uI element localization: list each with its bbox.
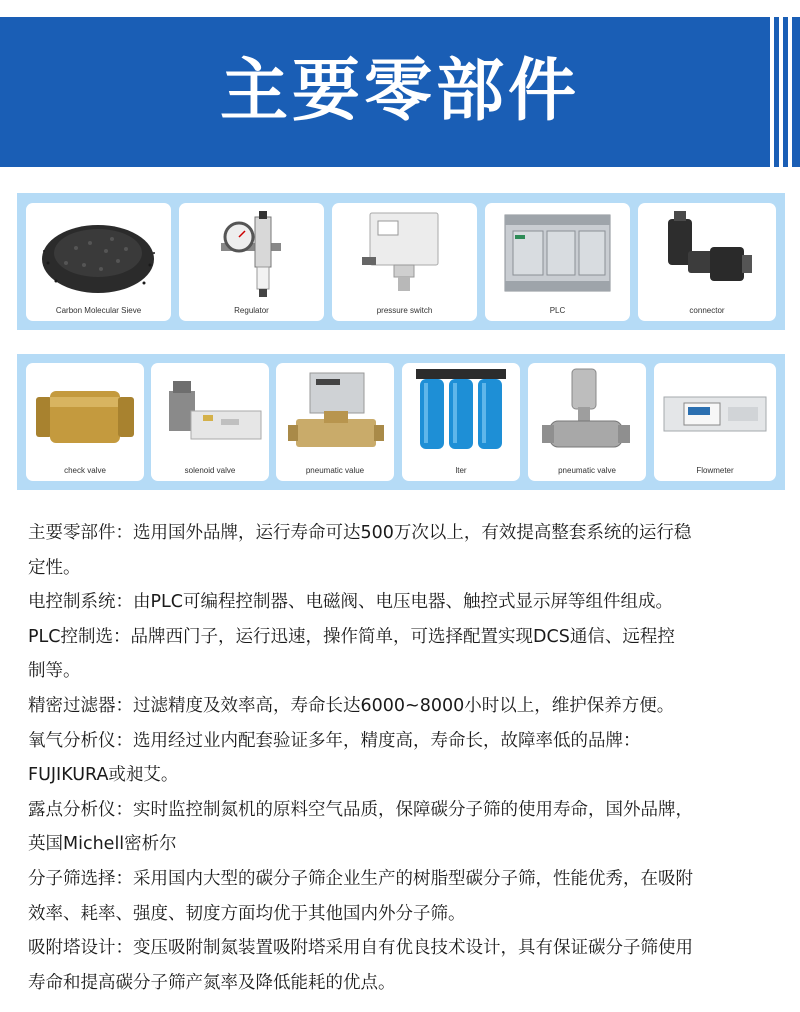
part-caption: lter	[455, 466, 467, 475]
description-line: FUJIKURA或昶艾。	[28, 765, 179, 786]
part-card-plc	[485, 203, 630, 321]
part-card-connector	[638, 203, 776, 321]
check-valve-icon	[26, 363, 144, 461]
description-line: 电控制系统：由PLC可编程控制器、电磁阀、电压电器、触控式显示屏等组件组成。	[28, 592, 674, 613]
description-line: 精密过滤器：过滤精度及效率高，寿命长达6000~8000小时以上，维护保养方便。	[28, 695, 675, 716]
part-caption: Regulator	[234, 306, 269, 315]
part-card-check-valve	[26, 363, 144, 481]
filter-icon	[402, 363, 520, 461]
connector-icon	[638, 203, 776, 301]
part-caption: solenoid valve	[184, 466, 236, 475]
description-line: 吸附塔设计：变压吸附制氮装置吸附塔采用自有优良技术设计，具有保证碳分子筛使用	[28, 938, 693, 959]
part-caption: pressure switch	[376, 306, 433, 315]
part-caption: check valve	[64, 466, 106, 475]
flowmeter-icon	[654, 363, 776, 461]
pressure-switch-icon	[332, 203, 477, 301]
description-line: PLC控制选：品牌西门子，运行迅速，操作简单，可选择配置实现DCS通信、远程控	[28, 626, 675, 647]
plc-icon	[485, 203, 630, 301]
part-card-pneumatic-value	[276, 363, 394, 481]
part-card-solenoid-valve	[151, 363, 269, 481]
part-card-pneumatic-valve	[528, 363, 646, 481]
header-banner	[0, 17, 800, 167]
parts-panel-row1	[17, 193, 785, 330]
description-line: 露点分析仪：实时监控制氮机的原料空气品质，保障碳分子筛的使用寿命，国外品牌，	[28, 799, 693, 820]
description-line: 寿命和提高碳分子筛产氮率及降低能耗的优点。	[28, 972, 396, 993]
part-card-carbon-molecular-sieve	[26, 203, 171, 321]
part-card-flowmeter	[654, 363, 776, 481]
part-caption: pneumatic valve	[558, 466, 616, 475]
part-caption: PLC	[549, 306, 566, 315]
description-line: 英国Michell密析尔	[28, 834, 177, 855]
carbon-granules-icon	[26, 203, 171, 301]
part-caption: Carbon Molecular Sieve	[55, 306, 142, 315]
solenoid-valve-icon	[151, 363, 269, 461]
page-title: 主要零部件	[219, 52, 580, 131]
description-line: 制等。	[28, 661, 81, 682]
part-caption: connector	[689, 306, 725, 315]
part-caption: pneumatic value	[305, 466, 365, 475]
part-card-filter	[402, 363, 520, 481]
part-caption: Flowmeter	[696, 466, 734, 475]
pneumatic-valve-icon	[528, 363, 646, 461]
description-line: 主要零部件：选用国外品牌，运行寿命可达500万次以上，有效提高整套系统的运行稳	[28, 523, 692, 543]
description-text	[28, 516, 790, 1000]
regulator-icon	[179, 203, 324, 301]
part-card-regulator	[179, 203, 324, 321]
pneumatic-value-icon	[276, 363, 394, 461]
description-line: 定性。	[28, 557, 81, 578]
description-line: 氧气分析仪：选用经过业内配套验证多年，精度高，寿命长，故障率低的品牌：	[28, 730, 641, 751]
parts-panel-row2	[17, 354, 785, 490]
description-line: 分子筛选择：采用国内大型的碳分子筛企业生产的树脂型碳分子筛，性能优秀，在吸附	[28, 868, 693, 889]
description-line: 效率、耗率、强度、韧度方面均优于其他国内外分子筛。	[28, 903, 466, 924]
part-card-pressure-switch	[332, 203, 477, 321]
